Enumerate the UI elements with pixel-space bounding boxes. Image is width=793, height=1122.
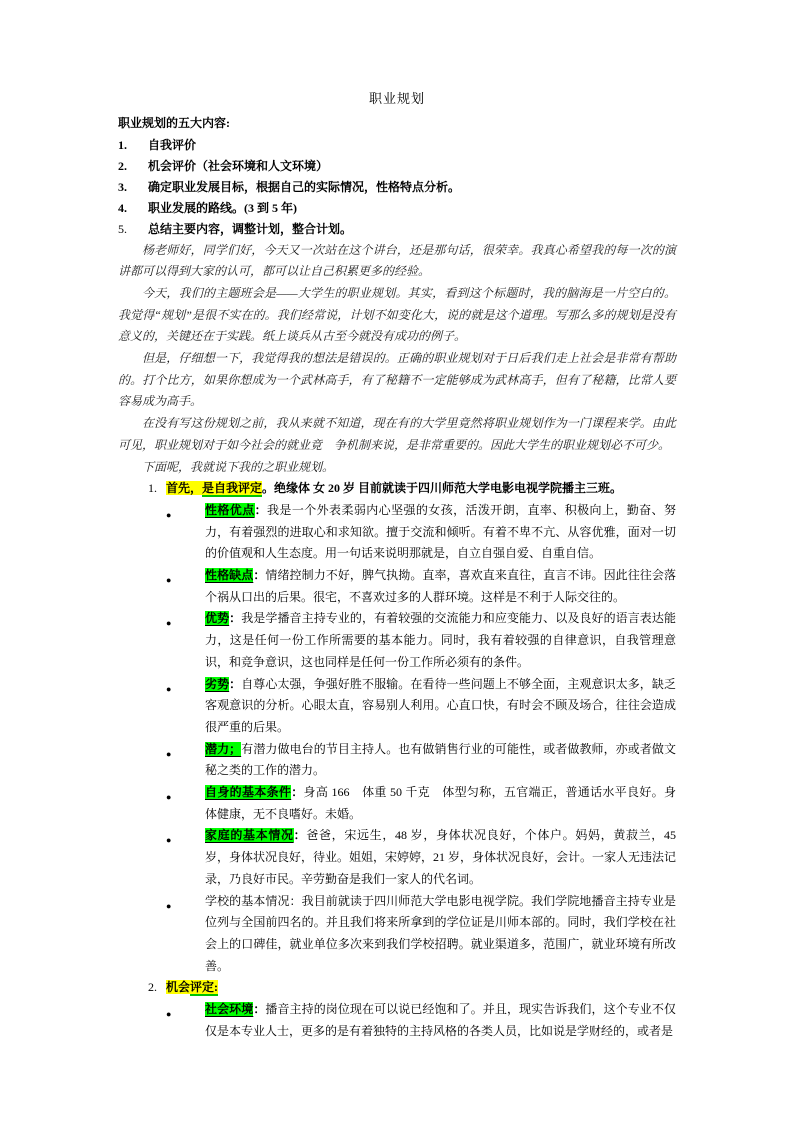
bullet-separator: ：: [229, 611, 242, 626]
bullet-item: [118, 565, 676, 608]
bullet-item: [118, 782, 676, 825]
bullet-item: [118, 608, 676, 673]
yellow-highlight: [166, 481, 262, 495]
bullet-item: [118, 825, 676, 890]
bullet-term: 劣势: [205, 676, 230, 691]
highlight-text: 机会: [166, 980, 191, 995]
section-title-rest: 。绝缘体 女 20 岁 目前就读于四川师范大学电影电视学院播主三班。: [262, 481, 623, 496]
bullet-separator: ：: [254, 502, 268, 517]
bullet-item: [118, 674, 676, 739]
bullet-term: 潜力；: [205, 741, 242, 756]
list-item: [118, 156, 676, 177]
list-item: [118, 135, 676, 156]
yellow-highlight: [166, 980, 218, 994]
bullet-item: [118, 999, 676, 1042]
item-number: 2.: [118, 158, 127, 173]
item-number: 5.: [118, 221, 127, 236]
item-number: 4.: [118, 200, 127, 215]
bullet-body: 身高 166 体重 50 千克 体型匀称，五官端正，普通话水平良好。身体健康，无不良嗜好。未婚。: [205, 785, 676, 821]
bullet-body: 情绪控制力不好，脾气执拗。直率，喜欢直来直往，直言不讳。因此往往会落个祸从口出的后果。很宅，不喜欢过多的人群环境。这样是不利于人际交往的。: [205, 568, 676, 604]
bullet-body: 播音主持的岗位现在可以说已经饱和了。并且，现实告诉我们，这个专业不仅仅是本专业人士，更多的是有着独特的主持风格的各类人员，比如说是学财经的，或者是: [205, 1002, 676, 1038]
item-text: 职业发展的路线。(3 到 5 年): [148, 200, 297, 215]
bullet-term: 自身的基本条件: [205, 785, 292, 800]
section-title: [166, 977, 676, 999]
bullet-icon: ●: [166, 618, 172, 629]
bullet-item: [118, 739, 676, 782]
bullet-body: 有潜力做电台的节目主持人。也有做销售行业的可能性，或者做教师，亦或者做文秘之类的工作的潜力。: [205, 741, 676, 778]
bullet-term: 性格缺点: [205, 568, 254, 583]
section-heading-1: [118, 478, 676, 500]
main-list: [118, 135, 676, 240]
bullet-icon: ●: [166, 900, 172, 911]
green-underlined-text: 是自我评定: [202, 481, 263, 496]
bullet-separator: ：: [293, 828, 307, 843]
item-number: 3.: [118, 179, 127, 194]
bullet-body: 我目前就读于四川师范大学电影电视学院。我们学院地播音主持专业是位列与全国前四名的。并且我们将来所拿到的学位证是川师本部的。同时，我们学校在社会上的口碑佳，就业单位多次来到我们学校招聘。就业渠道多，范围广，就业环境有所改善。: [205, 893, 676, 973]
section-number: 2.: [148, 980, 157, 995]
bullet-separator: ：: [289, 893, 302, 908]
document-title: 职业规划: [368, 91, 425, 106]
bullet-icon: ●: [166, 748, 172, 759]
item-number: 1.: [118, 137, 127, 152]
bullet-body: 爸爸，宋远生，48 岁，身体状况良好，个体户。妈妈，黄菽兰，45 岁，身体状况良好，待业。姐姐，宋婷婷，21 岁，身体状况良好，会计。一家人无违法记录，乃良好市民。辛劳勤奋是我们一家人的代名词。: [205, 828, 677, 886]
bullet-term: 家庭的基本情况: [205, 828, 294, 843]
bullet-term: 社会环境: [205, 1002, 254, 1017]
bullet-term: 优势: [205, 611, 230, 626]
body-paragraph: 但是，仔细想一下，我觉得我的想法是错误的。正确的职业规划对于日后我们走上社会是非常有帮助的。打个比方，如果你想成为一个武林高手，有了秘籍不一定能够成为武林高手，但有了秘籍，比常人要容易成为高手。: [118, 351, 676, 409]
list-item: [118, 198, 676, 219]
bullet-term: 性格优点: [205, 502, 255, 517]
section-title: [166, 478, 676, 500]
bullet-item: [118, 500, 676, 565]
item-text: 自我评价: [148, 137, 197, 152]
bullet-icon: ●: [166, 792, 172, 803]
bullet-separator: ：: [253, 568, 266, 583]
bullet-term: 学校的基本情况: [205, 893, 290, 908]
intro-heading: 职业规划的五大内容:: [118, 116, 230, 130]
bullet-body: 我是学播音主持专业的，有着较强的交流能力和应变能力、以及良好的语言表达能力，这是任何一份工作所需要的基本能力。同时，我有着较强的自律意识，自我管理意识，和竞争意识，这也同样是任何一份工作所必须有的条件。: [205, 611, 676, 669]
bullet-item: [118, 891, 676, 978]
section-heading-2: [118, 977, 676, 999]
body-paragraph: 下面呢，我就说下我的之职业规划。: [142, 459, 335, 474]
bullet-icon: ●: [166, 1009, 172, 1020]
bullet-icon: ●: [166, 683, 172, 694]
list-item: [118, 219, 676, 240]
bullet-body: 我是一个外表柔弱内心坚强的女孩，活泼开朗，直率、积极向上，勤奋、努力，有着强烈的进取心和求知欲。擅于交流和倾听。有着不卑不亢、从容优雅，面对一切的价值观和人生态度。用一句话来说明那就是，自立自强自爱、自重自信。: [205, 502, 676, 561]
bullet-separator: ：: [229, 676, 242, 691]
body-paragraph: 在没有写这份规划之前，我从来就不知道，现在有的大学里竟然将职业规划作为一门课程来学。由此可见，职业规划对于如今社会的就业竟 争机制来说，是非常重要的。因此大学生的职业规划必不可少。: [118, 416, 676, 452]
item-text: 总结主要内容，调整计划，整合计划。: [148, 221, 353, 236]
list-item: [118, 177, 676, 198]
section-number: 1.: [148, 481, 157, 496]
body-paragraph: 杨老师好，同学们好，今天又一次站在这个讲台，还是那句话，很荣幸。我真心希望我的每一次的演讲都可以得到大家的认可，都可以让自己积累更多的经验。: [118, 242, 676, 279]
bullet-icon: ●: [166, 575, 172, 586]
bullet-separator: ：: [253, 1002, 266, 1017]
item-text: 确定职业发展目标，根据自己的实际情况，性格特点分析。: [148, 179, 461, 194]
highlight-text: 首先，: [166, 481, 203, 496]
body-paragraph: 今天，我们的主题班会是——大学生的职业规划。其实，看到这个标题时，我的脑海是一片空白的。我觉得“规划”是很不实在的。我们经常说，计划不如变化大，说的就是这个道理。写那么多的规划是没有意义的，关键还在于实践。纸上谈兵从古至今就没有成功的例子。: [118, 285, 676, 344]
bullet-separator: ：: [291, 785, 304, 800]
bullet-body: 自尊心太强，争强好胜不服输。在看待一些问题上不够全面，主观意识太多，缺乏客观意识的分析。心眼太直，容易别人利用。心直口快，有时会不顾及场合，往往会造成很严重的后果。: [205, 676, 676, 734]
item-text: 机会评价（社会环境和人文环境）: [148, 158, 329, 173]
bullet-icon: ●: [166, 509, 172, 520]
green-underlined-text: 评定:: [190, 980, 219, 995]
bullet-icon: ●: [166, 835, 172, 846]
